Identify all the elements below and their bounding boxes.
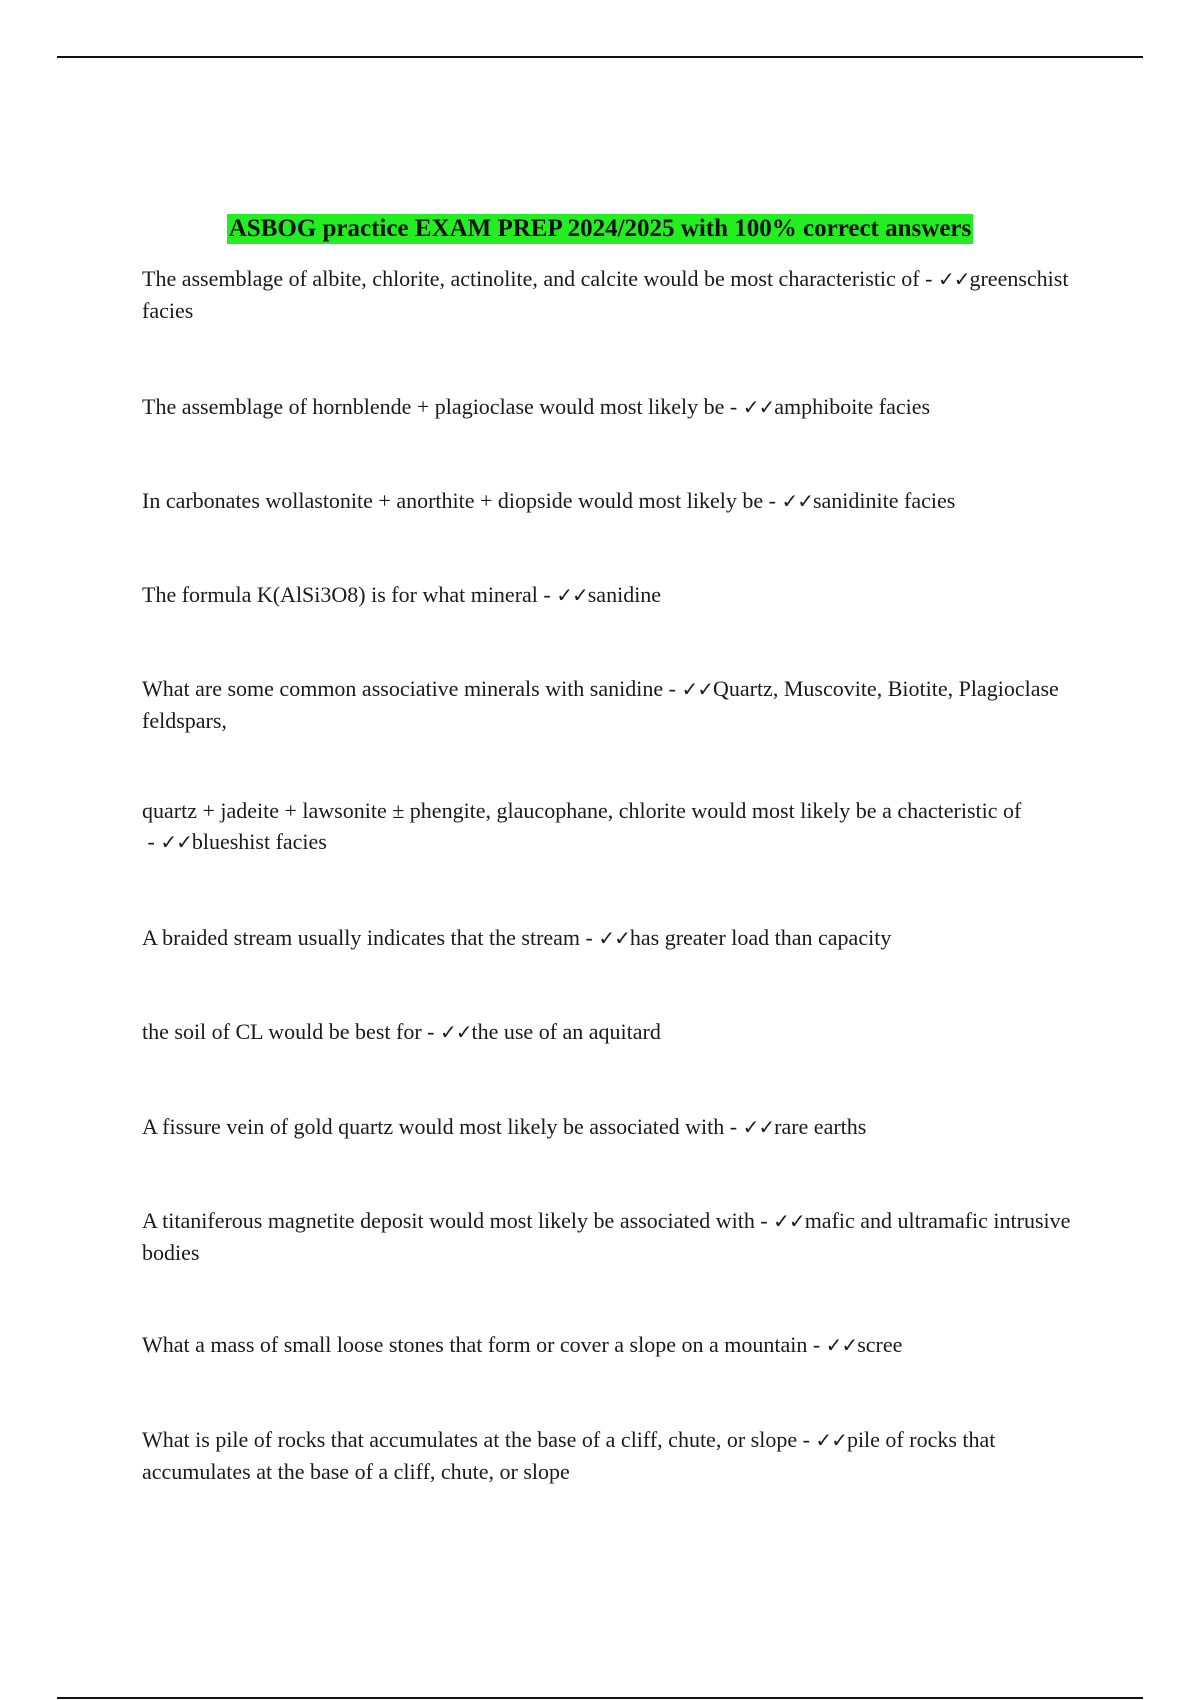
- answer-text: scree: [857, 1332, 903, 1357]
- separator: -: [724, 1114, 743, 1139]
- qa-item-8: [142, 1016, 1072, 1048]
- question-text: What is pile of rocks that accumulates at the base of a cliff, chute, or slope: [142, 1427, 798, 1452]
- bottom-rule: [57, 1697, 1143, 1699]
- double-check-icon: ✓✓: [781, 489, 813, 513]
- answer-text: has greater load than capacity: [629, 925, 892, 950]
- question-text: A titaniferous magnetite deposit would most likely be associated with: [142, 1208, 755, 1233]
- double-check-icon: ✓✓: [937, 267, 970, 291]
- answer-text: rare earths: [774, 1114, 867, 1139]
- double-check-icon: ✓✓: [742, 395, 775, 419]
- title-container: [0, 214, 1200, 244]
- question-text: The assemblage of hornblende + plagioclase would most likely be: [142, 394, 725, 419]
- separator: -: [724, 394, 743, 419]
- double-check-icon: ✓✓: [681, 677, 713, 701]
- qa-item-5: [142, 673, 1072, 736]
- answer-text: sanidine: [587, 582, 662, 607]
- qa-item-9: [142, 1111, 1072, 1143]
- double-check-icon: ✓✓: [160, 830, 192, 854]
- double-check-icon: ✓✓: [773, 1209, 805, 1233]
- qa-item-12: [142, 1424, 1072, 1487]
- question-text: The formula K(AlSi3O8) is for what mineral: [142, 582, 538, 607]
- document-title: ASBOG practice EXAM PREP 2024/2025 with 100% correct answers: [228, 215, 972, 242]
- separator: -: [754, 1208, 774, 1233]
- qa-item-7: [142, 922, 1072, 954]
- question-text: The assemblage of albite, chlorite, actinolite, and calcite would be most characteristic of: [142, 266, 920, 291]
- qa-item-2: [142, 391, 1072, 423]
- answer-text: sanidinite facies: [812, 488, 956, 513]
- double-check-icon: ✓✓: [598, 926, 630, 950]
- answer-text: amphiboite facies: [774, 394, 931, 419]
- question-text: quartz + jadeite + lawsonite ± phengite, glaucophane, chlorite would most likely be a chacteristic of: [142, 798, 1022, 823]
- qa-item-6: [142, 795, 1072, 858]
- qa-item-1: [142, 263, 1072, 326]
- separator: -: [663, 676, 682, 701]
- qa-item-4: [142, 579, 1072, 611]
- double-check-icon: ✓✓: [439, 1020, 472, 1044]
- double-check-icon: ✓✓: [556, 583, 588, 607]
- question-text: the soil of CL would be best for: [142, 1019, 422, 1044]
- separator: -: [580, 925, 599, 950]
- separator: -: [142, 829, 161, 854]
- question-text: What are some common associative minerals with sanidine: [142, 676, 664, 701]
- separator: -: [807, 1332, 826, 1357]
- question-text: What a mass of small loose stones that form or cover a slope on a mountain: [142, 1332, 808, 1357]
- separator: -: [537, 582, 557, 607]
- answer-text: blueshist facies: [191, 829, 327, 854]
- question-text: A fissure vein of gold quartz would most likely be associated with: [142, 1114, 725, 1139]
- answer-text: mafic and ultramafic intrusive bodies: [142, 1208, 1071, 1265]
- answer-text: greenschist facies: [142, 266, 1069, 323]
- double-check-icon: ✓✓: [825, 1333, 858, 1357]
- qa-item-3: [142, 485, 1072, 517]
- separator: -: [421, 1019, 440, 1044]
- question-text: A braided stream usually indicates that the stream: [142, 925, 581, 950]
- separator: -: [919, 266, 938, 291]
- qa-item-11: [142, 1329, 1072, 1361]
- separator: -: [763, 488, 782, 513]
- top-rule: [57, 56, 1143, 58]
- answer-text: Quartz, Muscovite, Biotite, Plagioclase feldspars,: [142, 676, 1059, 733]
- answer-text: the use of an aquitard: [471, 1019, 661, 1044]
- double-check-icon: ✓✓: [815, 1428, 847, 1452]
- separator: -: [797, 1427, 816, 1452]
- qa-item-10: [142, 1205, 1072, 1268]
- answer-text: pile of rocks that accumulates at the base of a cliff, chute, or slope: [142, 1427, 996, 1484]
- question-text: In carbonates wollastonite + anorthite + diopside would most likely be: [142, 488, 764, 513]
- double-check-icon: ✓✓: [742, 1115, 775, 1139]
